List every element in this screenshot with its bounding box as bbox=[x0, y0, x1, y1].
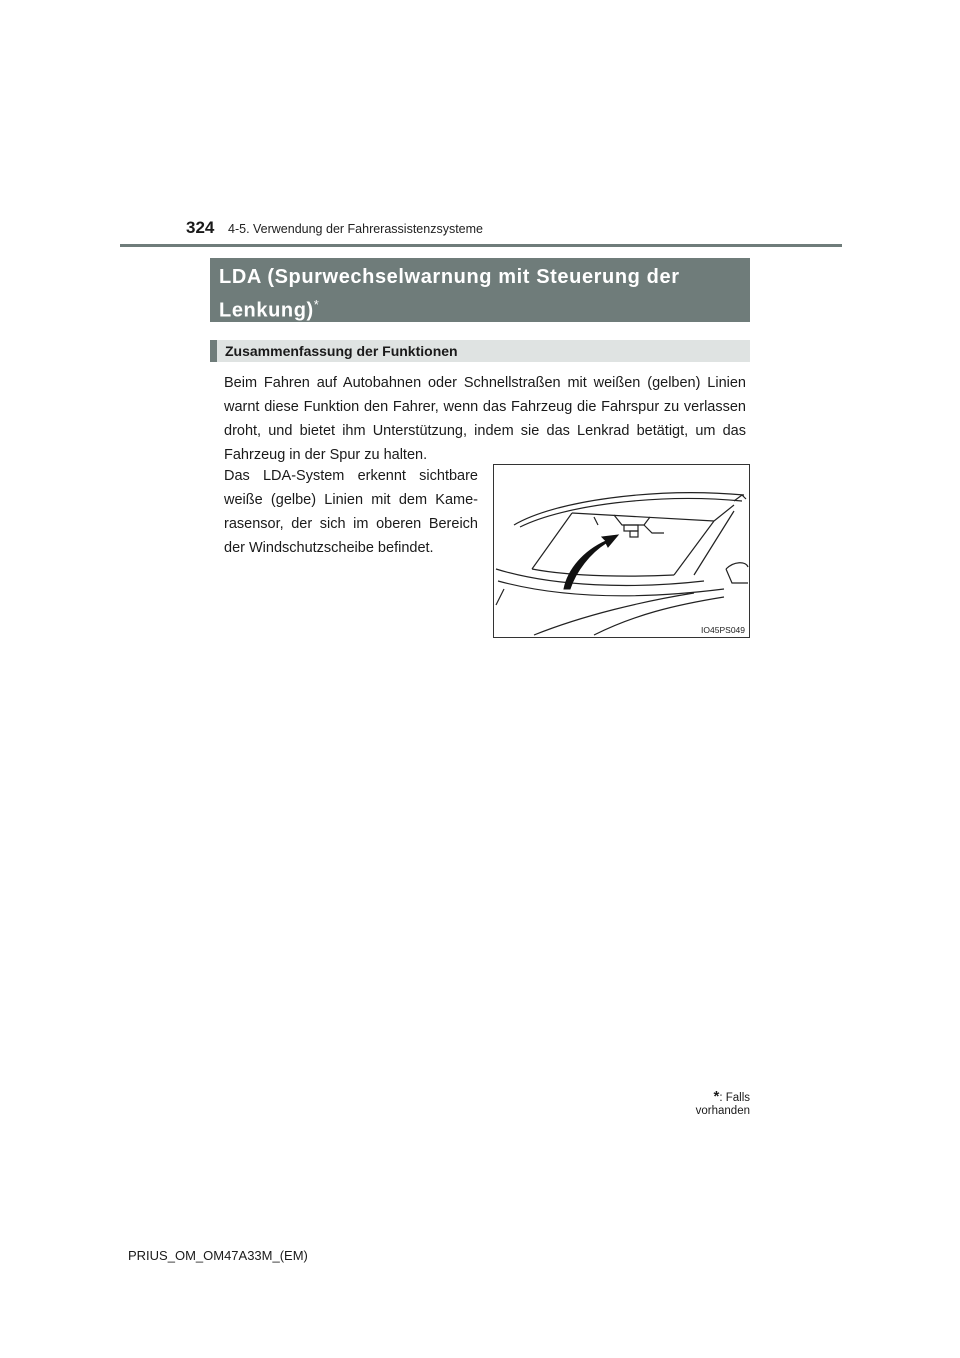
section-title: LDA (Spurwechselwarnung mit Steuerung der Lenkung) bbox=[219, 266, 680, 322]
car-interior-drawing bbox=[494, 465, 749, 637]
figure-code: IO45PS049 bbox=[701, 625, 745, 635]
chapter-title: 4-5. Verwendung der Fahrerassistenzsysteme bbox=[228, 222, 483, 236]
section-title-box bbox=[210, 258, 750, 322]
footnote-text: : Falls vorhanden bbox=[695, 1092, 750, 1117]
arrow-icon bbox=[564, 535, 618, 589]
footnote bbox=[660, 1088, 750, 1117]
camera-paragraph: Das LDA-System erkennt sichtbare weiße (gelbe) Linien mit dem Kamerasensor, der sich im oberen Bereich der Windschutzscheibe befindet. bbox=[224, 468, 478, 556]
page-number: 324 bbox=[186, 218, 215, 237]
asterisk-icon: * bbox=[313, 297, 320, 312]
subsection-title: Zusammenfassung der Funktionen bbox=[210, 340, 750, 362]
document-id: PRIUS_OM_OM47A33M_(EM) bbox=[128, 1248, 308, 1263]
windshield-camera-illustration bbox=[493, 464, 750, 638]
header-divider bbox=[120, 244, 842, 247]
intro-paragraph: Beim Fahren auf Autobahnen oder Schnellstraßen mit weißen (gelben) Linien warnt diese Funktion den Fahrer, wenn das Fahrzeug die Fahrspur zu verlassen droht, und bietet ihm Unterstützung, indem sie das Lenkrad betätigt, um das Fahrzeug in der Spur zu halten. bbox=[224, 375, 746, 463]
asterisk-icon: * bbox=[713, 1088, 720, 1105]
